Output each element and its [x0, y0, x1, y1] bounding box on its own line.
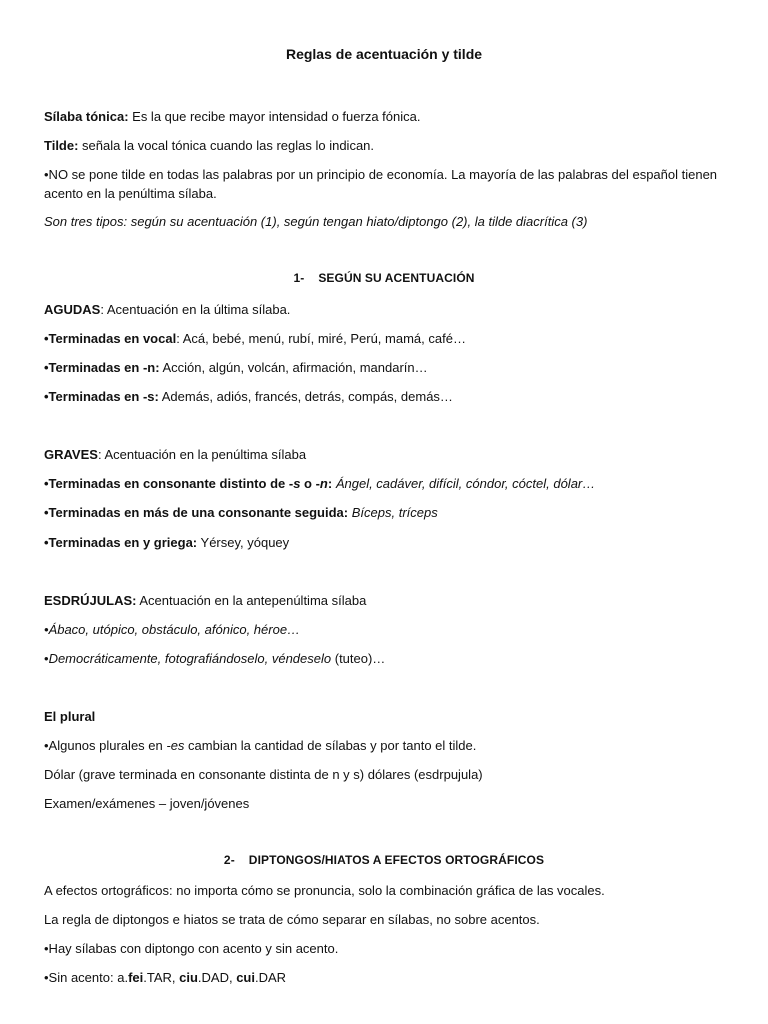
tilde-line — [44, 136, 736, 155]
graves-consonante-n: n — [319, 476, 328, 491]
sin-acento-dar: .DAR — [255, 970, 287, 985]
graves-y-label: •Terminadas en y griega: — [44, 535, 198, 550]
plural-line-1-italic: -es — [166, 738, 185, 753]
graves-mas-line — [44, 503, 736, 522]
esdrujulas-example-2 — [44, 649, 736, 668]
graves-text: : Acentuación en la penúltima sílaba — [97, 447, 307, 462]
graves-mas-text: Bíceps, tríceps — [348, 505, 438, 520]
agudas-s-label: •Terminadas en -s: — [44, 389, 159, 404]
sin-acento-fei: fei — [128, 970, 144, 985]
plural-line-2: Dólar (grave terminada en consonante distinta de n y s) dólares (esdrpujula) — [44, 767, 483, 782]
graves-consonante-o: o - — [300, 476, 320, 491]
section1-heading — [0, 271, 768, 285]
agudas-n-text: Acción, algún, volcán, afirmación, mandarín… — [159, 360, 428, 375]
section1-title: SEGÚN SU ACENTUACIÓN — [318, 271, 475, 285]
esdrujulas-example-2-bullet: • — [44, 651, 49, 666]
agudas-n-line — [44, 358, 736, 377]
silaba-tonica-line — [44, 107, 736, 126]
section2-line-4 — [44, 968, 736, 987]
agudas-s-text: Además, adiós, francés, detrás, compás, demás… — [158, 389, 453, 404]
plural-line-1-pre: •Algunos plurales en — [44, 738, 167, 753]
document-title: Reglas de acentuación y tilde — [285, 46, 483, 62]
no-tilde-paragraph: •NO se pone tilde en todas las palabras por un principio de economía. La mayoría de las palabras del español tienen acento en la penúltima sílaba. — [44, 167, 718, 201]
section2-title: DIPTONGOS/HIATOS A EFECTOS ORTOGRÁFICOS — [248, 853, 545, 867]
graves-y-text: Yérsey, yóquey — [197, 535, 290, 550]
agudas-n-label: •Terminadas en -n: — [44, 360, 160, 375]
graves-y-line — [44, 533, 736, 552]
graves-mas-label: •Terminadas en más de una consonante seguida: — [44, 505, 349, 520]
section2-heading — [0, 853, 768, 867]
esdrujulas-label: ESDRÚJULAS: — [44, 593, 137, 608]
tilde-label: Tilde: — [44, 138, 79, 153]
agudas-line — [44, 300, 736, 319]
esdrujulas-example-2-tail: (tuteo)… — [331, 651, 386, 666]
graves-consonante-s: s — [293, 476, 301, 491]
agudas-text: : Acentuación en la última sílaba. — [100, 302, 291, 317]
graves-consonante-label-text: •Terminadas en consonante distinto de - — [44, 476, 294, 491]
sin-acento-tar: .TAR, — [143, 970, 180, 985]
sin-acento-cui: cui — [236, 970, 255, 985]
plural-line-3: Examen/exámenes – joven/jóvenes — [44, 796, 250, 811]
agudas-vocal-line — [44, 329, 736, 348]
section1-number: 1- — [293, 271, 305, 285]
plural-heading — [44, 707, 736, 726]
agudas-vocal-text: : Acá, bebé, menú, rubí, miré, Perú, mamá, café… — [176, 331, 466, 346]
tipos-text: Son tres tipos: según su acentuación (1), según tengan hiato/diptongo (2), la tilde diacrítica (3) — [44, 214, 588, 229]
agudas-vocal-label: •Terminadas en vocal — [44, 331, 177, 346]
graves-consonante-label — [44, 476, 332, 491]
silaba-tonica-label: Sílaba tónica: — [44, 109, 129, 124]
silaba-tonica-text: Es la que recibe mayor intensidad o fuerza fónica. — [128, 109, 421, 124]
tilde-text: señala la vocal tónica cuando las reglas lo indican. — [78, 138, 375, 153]
plural-line-1 — [44, 736, 736, 755]
graves-label: GRAVES — [44, 447, 98, 462]
sin-acento-ciu: ciu — [179, 970, 198, 985]
sin-acento-dad: .DAD, — [197, 970, 237, 985]
esdrujulas-example-2-italic: Democráticamente, fotografiándoselo, véndeselo — [48, 651, 332, 666]
esdrujulas-example-1-text: •Ábaco, utópico, obstáculo, afónico, héroe… — [44, 622, 301, 637]
agudas-s-line — [44, 387, 736, 406]
graves-line — [44, 445, 736, 464]
sin-acento-pre: •Sin acento: a. — [44, 970, 129, 985]
section2-line-1: A efectos ortográficos: no importa cómo se pronuncia, solo la combinación gráfica de las vocales. — [44, 883, 605, 898]
section2-line-2: La regla de diptongos e hiatos se trata de cómo separar en sílabas, no sobre acentos. — [44, 912, 540, 927]
plural-heading-text: El plural — [44, 709, 96, 724]
graves-consonante-line — [44, 474, 736, 493]
esdrujulas-text: Acentuación en la antepenúltima sílaba — [136, 593, 367, 608]
graves-consonante-colon: : — [327, 476, 333, 491]
section2-line-3: •Hay sílabas con diptongo con acento y sin acento. — [44, 941, 339, 956]
tipos-line — [44, 212, 736, 231]
graves-consonante-text: Ángel, cadáver, difícil, cóndor, cóctel, dólar… — [332, 476, 596, 491]
plural-line-1-post: cambian la cantidad de sílabas y por tanto el tilde. — [184, 738, 477, 753]
esdrujulas-line — [44, 591, 736, 610]
agudas-label: AGUDAS — [44, 302, 101, 317]
section2-number: 2- — [223, 853, 235, 867]
esdrujulas-example-1 — [44, 620, 736, 639]
